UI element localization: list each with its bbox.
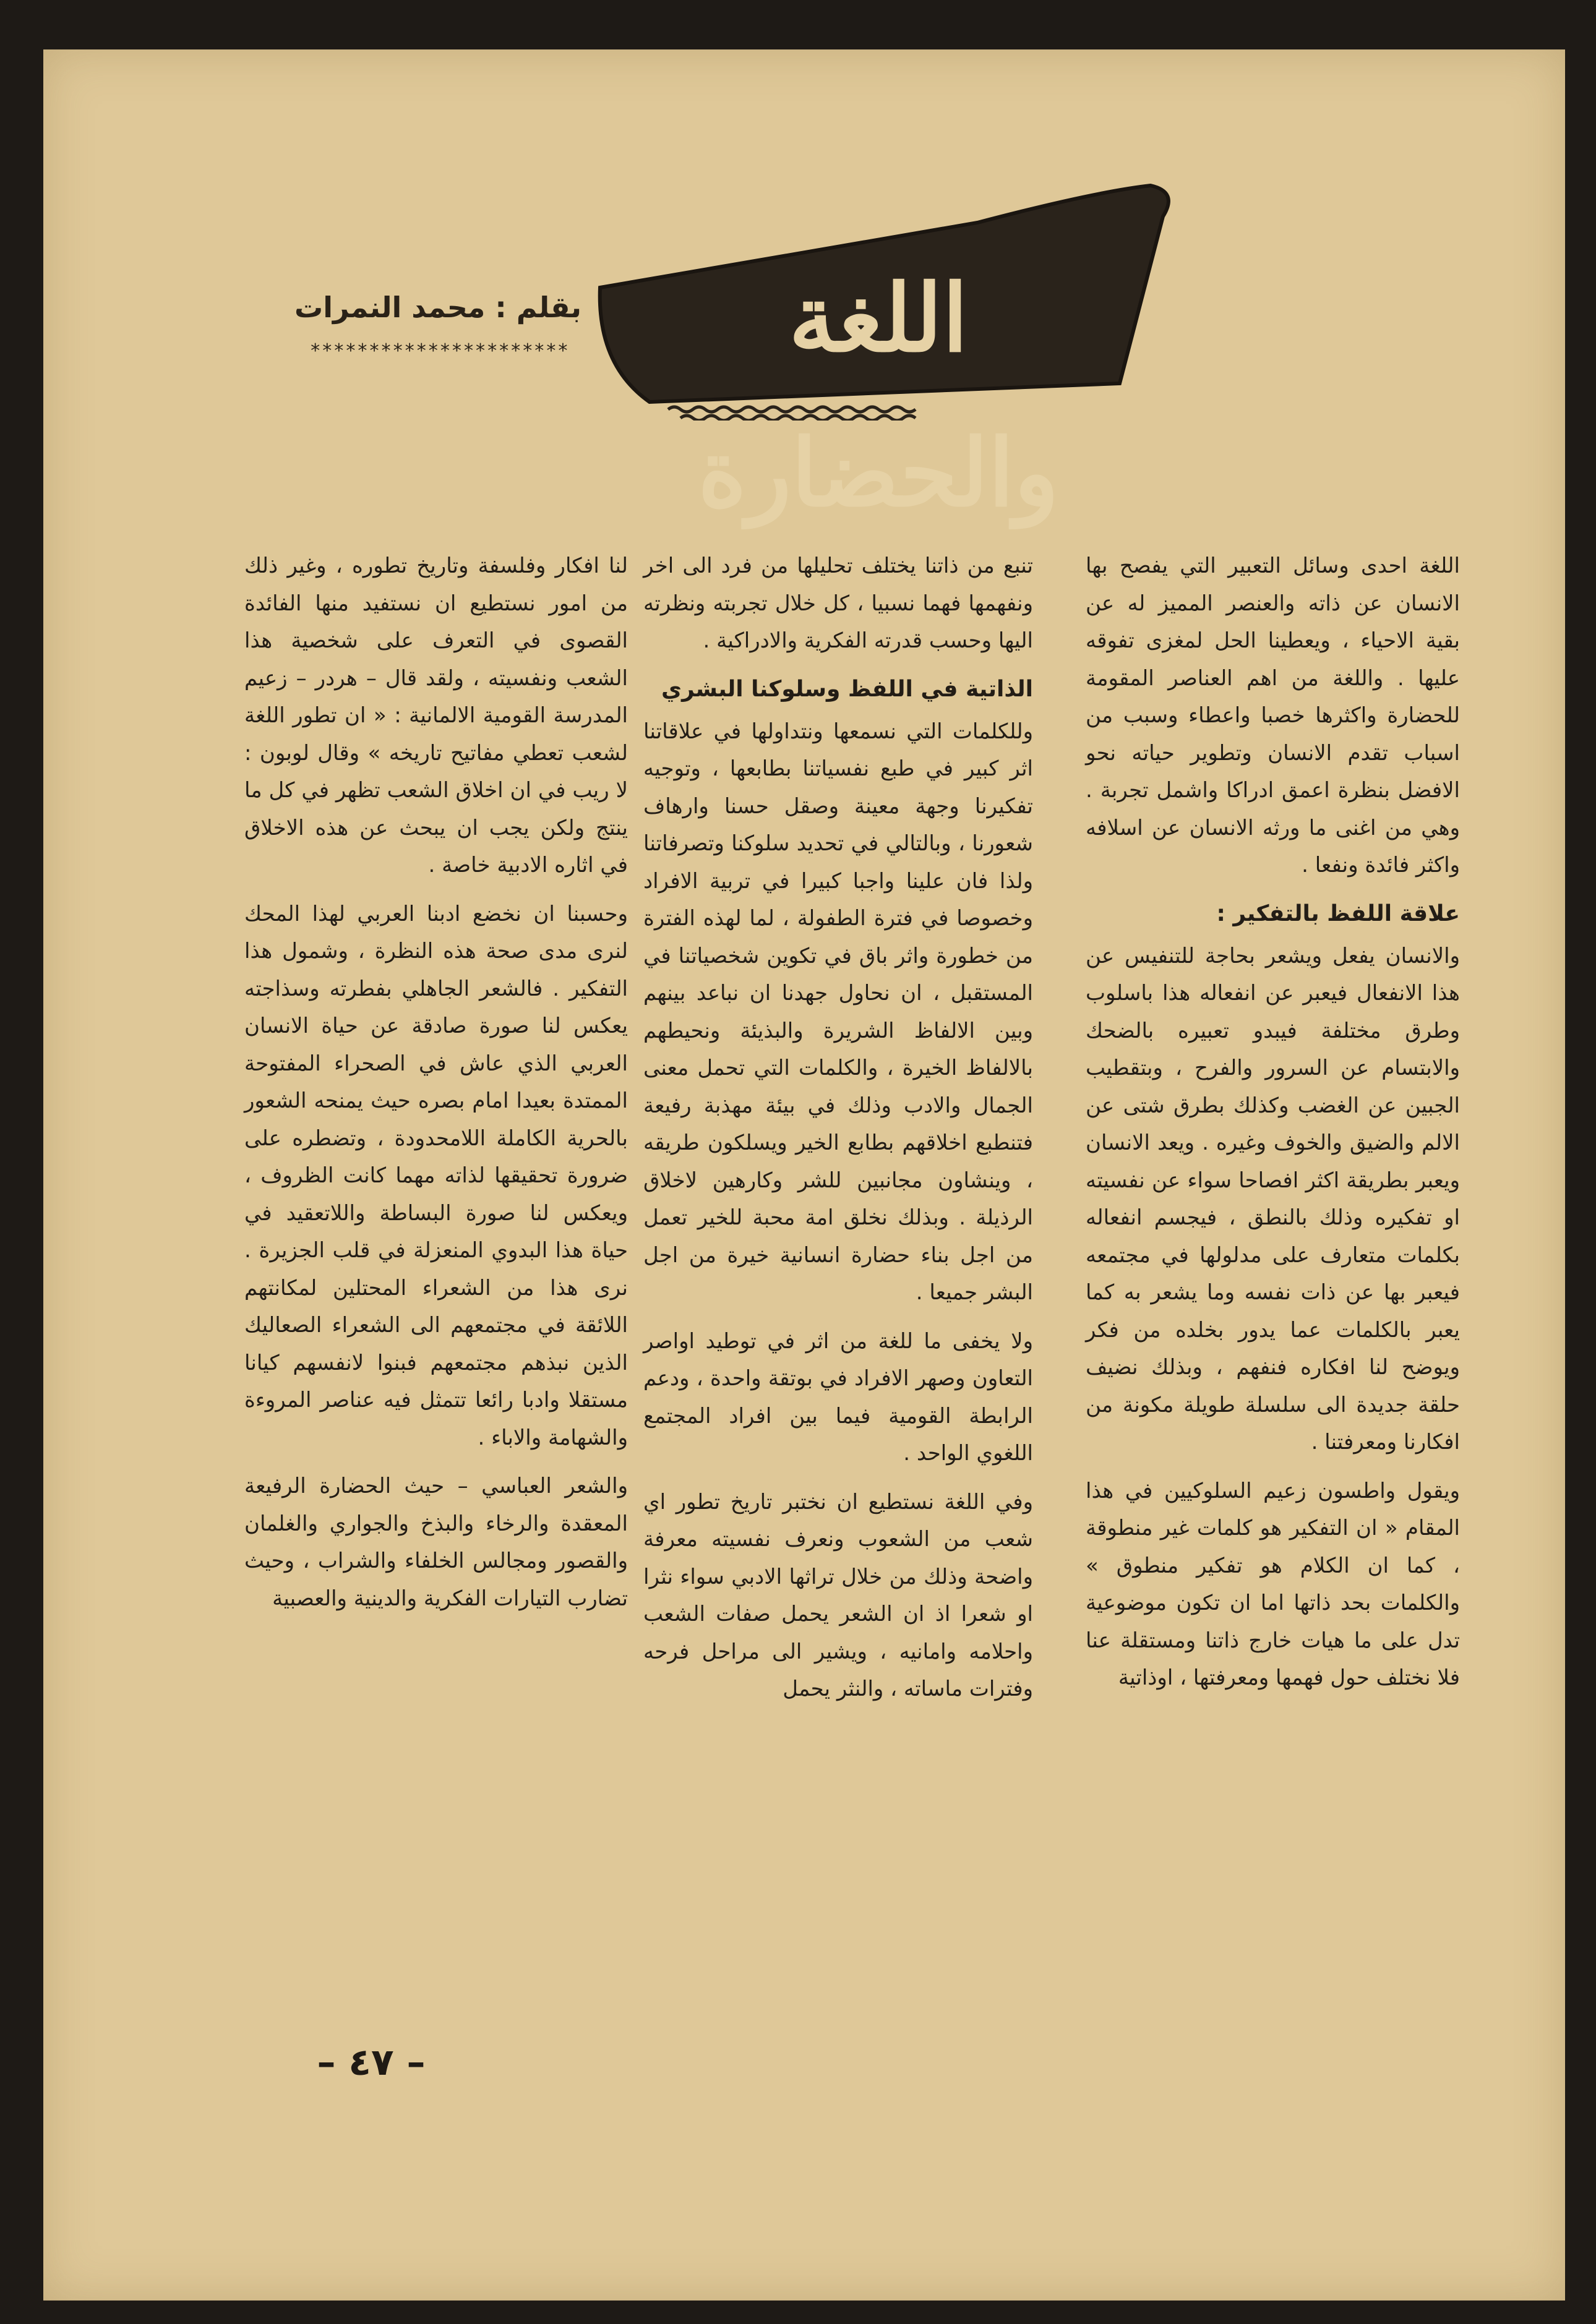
- decorative-star-rule: **********************: [309, 340, 569, 362]
- section-heading: الذاتية في اللفظ وسلوكنا البشري: [661, 676, 1033, 702]
- column-right: [1086, 547, 1460, 1708]
- page-number: – ٤٧ –: [317, 2041, 426, 2084]
- paragraph: لنا افكار وفلسفة وتاريخ تطوره ، وغير ذلك من امور نستطيع ان نستفيد منها الفائدة القصوى في التعرف على شخصية هذا الشعب ونفسيته ، ولقد قال – هردر – زعيم المدرسة القومية الالمانية : « ان تطور اللغة لشعب تعطي مفاتيح تاريخه » وقال لوبون : لا ريب في ان اخلاق الشعب تظهر في كل ما ينتج ولكن يجب ان يبحث عن هذه الاخلاق في اثاره الادبية خاصة .: [244, 553, 628, 878]
- paragraph: والانسان يفعل ويشعر بحاجة للتنفيس عن هذا الانفعال فيعبر عن انفعاله هذا باسلوب وطرق مختلفة فيبدو تعبيره بالضحك والابتسام عن السرور والفرح ، وبتقطيب الجبين عن الغضب وكذلك بطرق شتى عن الالم والضيق والخوف وغيره . ويعد الانسان ويعبر بطريقة اكثر افصاحا سواء عن نفسيته او تفكيره وذلك بالنطق ، فيجسم انفعاله بكلمات متعارف على مدلولها في مجتمعه فيعبر بها عن ذات نفسه وما يشعر به كما يعبر بالكلمات عما يدور بخلده من فكر ويوضح لنا افكاره فنفهم ، وبذلك نضيف حلقة جديدة الى سلسلة طويلة مكونة من افكارنا ومعرفتنا .: [1086, 943, 1460, 1455]
- paragraph: والشعر العباسي – حيث الحضارة الرفيعة المعقدة والرخاء والبذخ والجواري والغلمان والقصور ومجالس الخلفاء والشراب ، وحيث تضارب التيارات الفكرية والدينية والعصبية: [244, 1474, 628, 1611]
- column-middle: [643, 547, 1033, 1719]
- article-title: اللغة والحضارة: [698, 264, 1059, 528]
- column-left: [244, 547, 628, 1628]
- author-byline: بقلم : محمد النمرات: [294, 291, 581, 324]
- paragraph: ويقول واطسون زعيم السلوكيين في هذا المقام « ان التفكير هو كلمات غير منطوقة ، كما ان الكلام هو تفكير منطوق » والكلمات بحد ذاتها اما ان تكون موضوعية تدل على ما هيات خارج ذاتنا ومستقلة عنا فلا نختلف حول فهمها ومعرفتها ، اوذاتية: [1086, 1478, 1460, 1690]
- section-heading: علاقة اللفظ بالتفكير :: [1216, 900, 1460, 926]
- paragraph: تنبع من ذاتنا يختلف تحليلها من فرد الى اخر ونفهمها فهما نسبيا ، كل خلال تجربته ونظرته اليها وحسب قدرته الفكرية والادراكية .: [643, 553, 1033, 653]
- paragraph: ولا يخفى ما للغة من اثر في توطيد اواصر التعاون وصهر الافراد في بوتقة واحدة ، ودعم الرابطة القومية فيما بين افراد المجتمع اللغوي الواحد .: [643, 1328, 1033, 1466]
- paragraph: وحسبنا ان نخضع ادبنا العربي لهذا المحك لنرى مدى صحة هذه النظرة ، وشمول هذا التفكير . فالشعر الجاهلي بفطرته وسذاجته يعكس لنا صورة صادقة عن حياة الانسان العربي الذي عاش في الصحراء المفتوحة الممتدة بعيدا امام بصره حيث يمنحه الشعور بالحرية الكاملة اللامحدودة ، وتضطره على ضرورة تحقيقها لذاته مهما كانت الظروف ، ويعكس لنا صورة البساطة واللاتعقيد في حياة هذا البدوي المنعزلة في قلب الجزيرة . نرى هذا من الشعراء المحتلين لمكانتهم اللائقة في مجتمعهم الى الشعراء الصعاليك الذين نبذهم مجتمعهم فبنوا لانفسهم كيانا مستقلا وادبا رائعا تتمثل فيه عناصر المروءة والشهامة والاباء .: [244, 901, 628, 1450]
- paragraph: اللغة احدى وسائل التعبير التي يفصح بها الانسان عن ذاته والعنصر المميز له عن بقية الاحياء ، ويعطينا الحل لمغزى تفوقه عليها . واللغة من اهم العناصر المقومة للحضارة واكثرها خصبا واعطاء وسبب من اسباب تقدم الانسان وتطوير حياته نحو الافضل بنظرة اعمق ادراكا واشمل تجربة . وهي من اغنى ما ورثه الانسان عن اسلافه واكثر فائدة ونفعا .: [1086, 553, 1460, 878]
- paragraph: وفي اللغة نستطيع ان نختبر تاريخ تطور اي شعب من الشعوب ونعرف نفسيته معرفة واضحة وذلك من خلال تراثها الادبي سواء نثرا او شعرا اذ ان الشعر يحمل صفات الشعب واحلامه وامانيه ، ويشير الى مراحل فرحه وفترات ماساته ، والنثر يحمل: [643, 1489, 1033, 1701]
- title-banner: [575, 179, 1182, 528]
- paragraph: وللكلمات التي نسمعها ونتداولها في علاقاتنا اثر كبير في طبع نفسياتنا بطابعها ، وتوجيه تفكيرنا وجهة معينة وصقل حسنا وارهاف شعورنا ، وبالتالي في تحديد سلوكنا وتصرفاتنا ولذا فان علينا واجبا كبيرا في تربية الافراد وخصوصا في فترة الطفولة ، لما لهذه الفترة من خطورة واثر باق في تكوين شخصياتنا في المستقبل ، ان نحاول جهدنا ان نباعد بينهم وبين الالفاظ الشريرة والبذيئة ونحيطهم بالالفاظ الخيرة ، والكلمات التي تحمل معنى الجمال والادب وذلك في بيئة مهذبة رفيعة فتنطبع اخلاقهم بطابع الخير ويسلكون طريقه ، وينشاون مجانبين للشر وكارهين لاخلاق الرذيلة . وبذلك نخلق امة محبة للخير تعمل من اجل بناء حضارة انسانية خيرة من اجل البشر جميعا .: [643, 719, 1033, 1305]
